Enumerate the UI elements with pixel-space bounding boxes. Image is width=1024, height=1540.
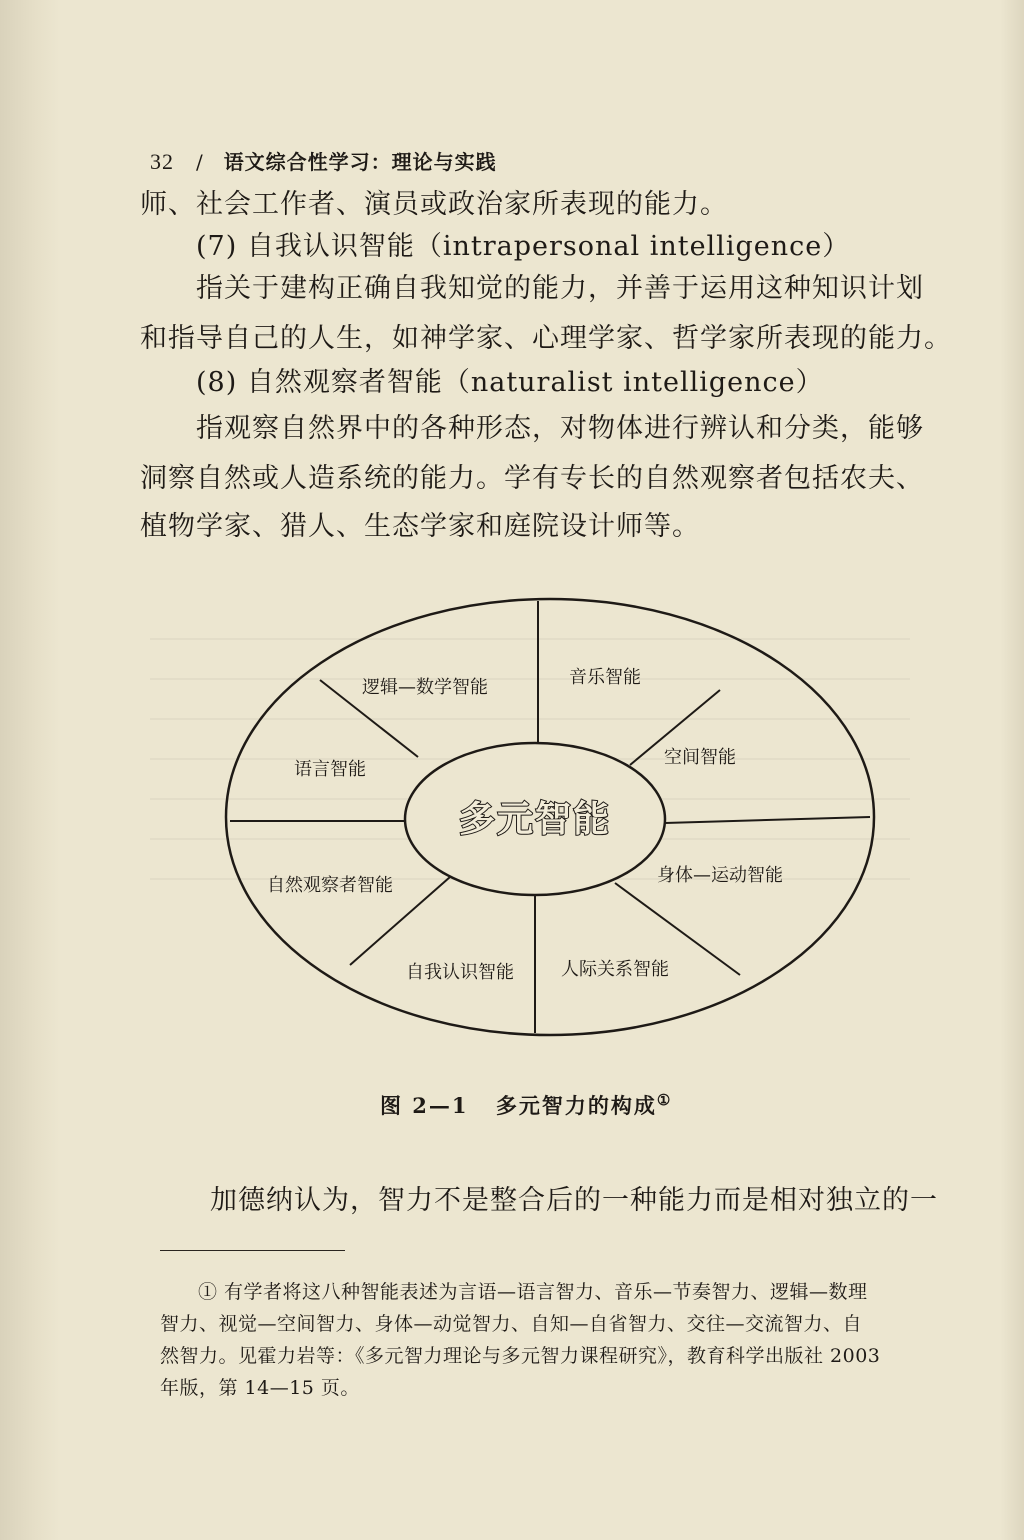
body-line: 和指导自己的人生，如神学家、心理学家、哲学家所表现的能力。 bbox=[140, 323, 952, 354]
segment-logical-mathematical: 逻辑—数学智能 bbox=[362, 677, 488, 698]
divider-line bbox=[665, 817, 870, 823]
page-number: 32 bbox=[150, 149, 174, 174]
segment-interpersonal: 人际关系智能 bbox=[561, 959, 669, 980]
segment-bodily-kinesthetic: 身体—运动智能 bbox=[657, 865, 783, 886]
body-line: 指关于建构正确自我知觉的能力，并善于运用这种知识计划 bbox=[196, 273, 924, 304]
footnote-rule bbox=[160, 1250, 345, 1251]
body-line: 植物学家、猎人、生态学家和庭院设计师等。 bbox=[140, 511, 700, 542]
body-line: 指观察自然界中的各种形态，对物体进行辨认和分类，能够 bbox=[196, 413, 924, 444]
segment-naturalist: 自然观察者智能 bbox=[267, 875, 393, 896]
footnote-line: ① 有学者将这八种智能表述为言语—语言智力、音乐—节奏智力、逻辑—数理 bbox=[198, 1281, 868, 1303]
running-header bbox=[150, 146, 497, 175]
page-edge-shadow-right bbox=[1000, 0, 1024, 1540]
figure-title: 多元智力的构成 bbox=[495, 1093, 657, 1118]
footnote-line: 年版，第 14—15 页。 bbox=[160, 1377, 360, 1399]
segment-intrapersonal: 自我认识智能 bbox=[406, 962, 514, 983]
page-edge-shadow bbox=[0, 0, 60, 1540]
segment-spatial: 空间智能 bbox=[664, 747, 736, 768]
book-title: 语文综合性学习：理论与实践 bbox=[223, 150, 497, 174]
segment-musical: 音乐智能 bbox=[569, 667, 641, 688]
center-label: 多元智能 bbox=[458, 799, 612, 840]
header-separator: / bbox=[195, 150, 204, 174]
section-heading-intrapersonal: (7) 自我认识智能（intrapersonal intelligence） bbox=[196, 231, 851, 262]
footnote-marker: ① bbox=[656, 1091, 673, 1109]
section-heading-naturalist: (8) 自然观察者智能（naturalist intelligence） bbox=[196, 367, 824, 398]
segment-linguistic: 语言智能 bbox=[294, 759, 366, 780]
multiple-intelligences-diagram bbox=[220, 595, 880, 1040]
body-line: 加德纳认为，智力不是整合后的一种能力而是相对独立的一 bbox=[210, 1185, 938, 1216]
body-line: 洞察自然或人造系统的能力。学有专长的自然观察者包括农夫、 bbox=[140, 463, 924, 494]
figure-number: 图 2—1 bbox=[380, 1093, 469, 1118]
body-line: 师、社会工作者、演员或政治家所表现的能力。 bbox=[140, 189, 728, 220]
figure-caption bbox=[380, 1090, 672, 1120]
footnote-line: 智力、视觉—空间智力、身体—动觉智力、自知—自省智力、交往—交流智力、自 bbox=[160, 1313, 863, 1335]
footnote-line: 然智力。见霍力岩等：《多元智力理论与多元智力课程研究》，教育科学出版社 2003 bbox=[160, 1345, 881, 1367]
